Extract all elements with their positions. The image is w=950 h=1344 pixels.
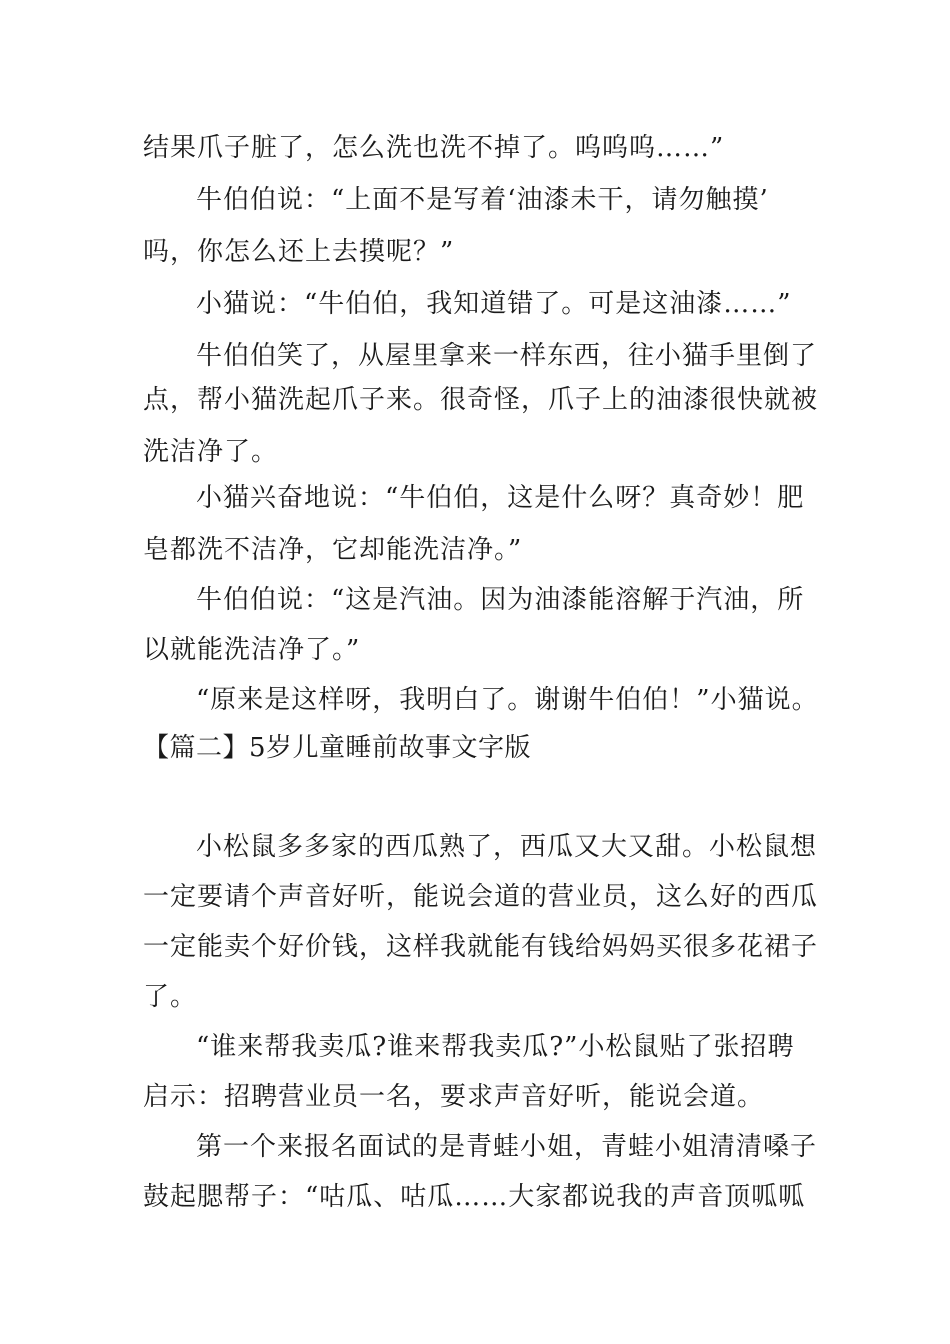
paragraph-line: 小猫兴奋地说：“牛伯伯，这是什么呀？真奇妙！肥 (196, 483, 805, 513)
paragraph-line: 点，帮小猫洗起爪子来。很奇怪，爪子上的油漆很快就被 (143, 385, 819, 415)
paragraph-line: 吗，你怎么还上去摸呢？” (143, 237, 455, 267)
paragraph-line: “原来是这样呀，我明白了。谢谢牛伯伯！”小猫说。 (196, 685, 819, 715)
paragraph-line: 牛伯伯说：“这是汽油。因为油漆能溶解于汽油，所 (196, 585, 805, 615)
paragraph-line: 以就能洗洁净了。” (143, 635, 361, 665)
paragraph-line: “谁来帮我卖瓜?谁来帮我卖瓜?”小松鼠贴了张招聘 (196, 1032, 795, 1062)
paragraph-line: 牛伯伯笑了，从屋里拿来一样东西，往小猫手里倒了 (196, 341, 818, 371)
paragraph-line: 小松鼠多多家的西瓜熟了，西瓜又大又甜。小松鼠想 (196, 832, 818, 862)
paragraph-line: 一定能卖个好价钱，这样我就能有钱给妈妈买很多花裙子 (143, 932, 819, 962)
section-heading: 【篇二】5岁儿童睡前故事文字版 (143, 733, 532, 763)
paragraph-line: 一定要请个声音好听，能说会道的营业员，这么好的西瓜 (143, 882, 819, 912)
paragraph-line: 启示：招聘营业员一名，要求声音好听，能说会道。 (143, 1082, 765, 1112)
paragraph-line: 牛伯伯说：“上面不是写着‘油漆未干，请勿触摸’ (196, 185, 769, 215)
paragraph-line: 结果爪子脏了，怎么洗也洗不掉了。呜呜呜……” (143, 133, 725, 163)
paragraph-line: 鼓起腮帮子：“咕瓜、咕瓜……大家都说我的声音顶呱呱 (143, 1182, 806, 1212)
paragraph-line: 洗洁净了。 (143, 437, 279, 467)
paragraph-line: 了。 (143, 982, 198, 1012)
paragraph-line: 第一个来报名面试的是青蛙小姐，青蛙小姐清清嗓子 (196, 1132, 818, 1162)
paragraph-line: 小猫说：“牛伯伯，我知道错了。可是这油漆……” (196, 289, 792, 319)
paragraph-line: 皂都洗不洁净，它却能洗洁净。” (143, 535, 523, 565)
